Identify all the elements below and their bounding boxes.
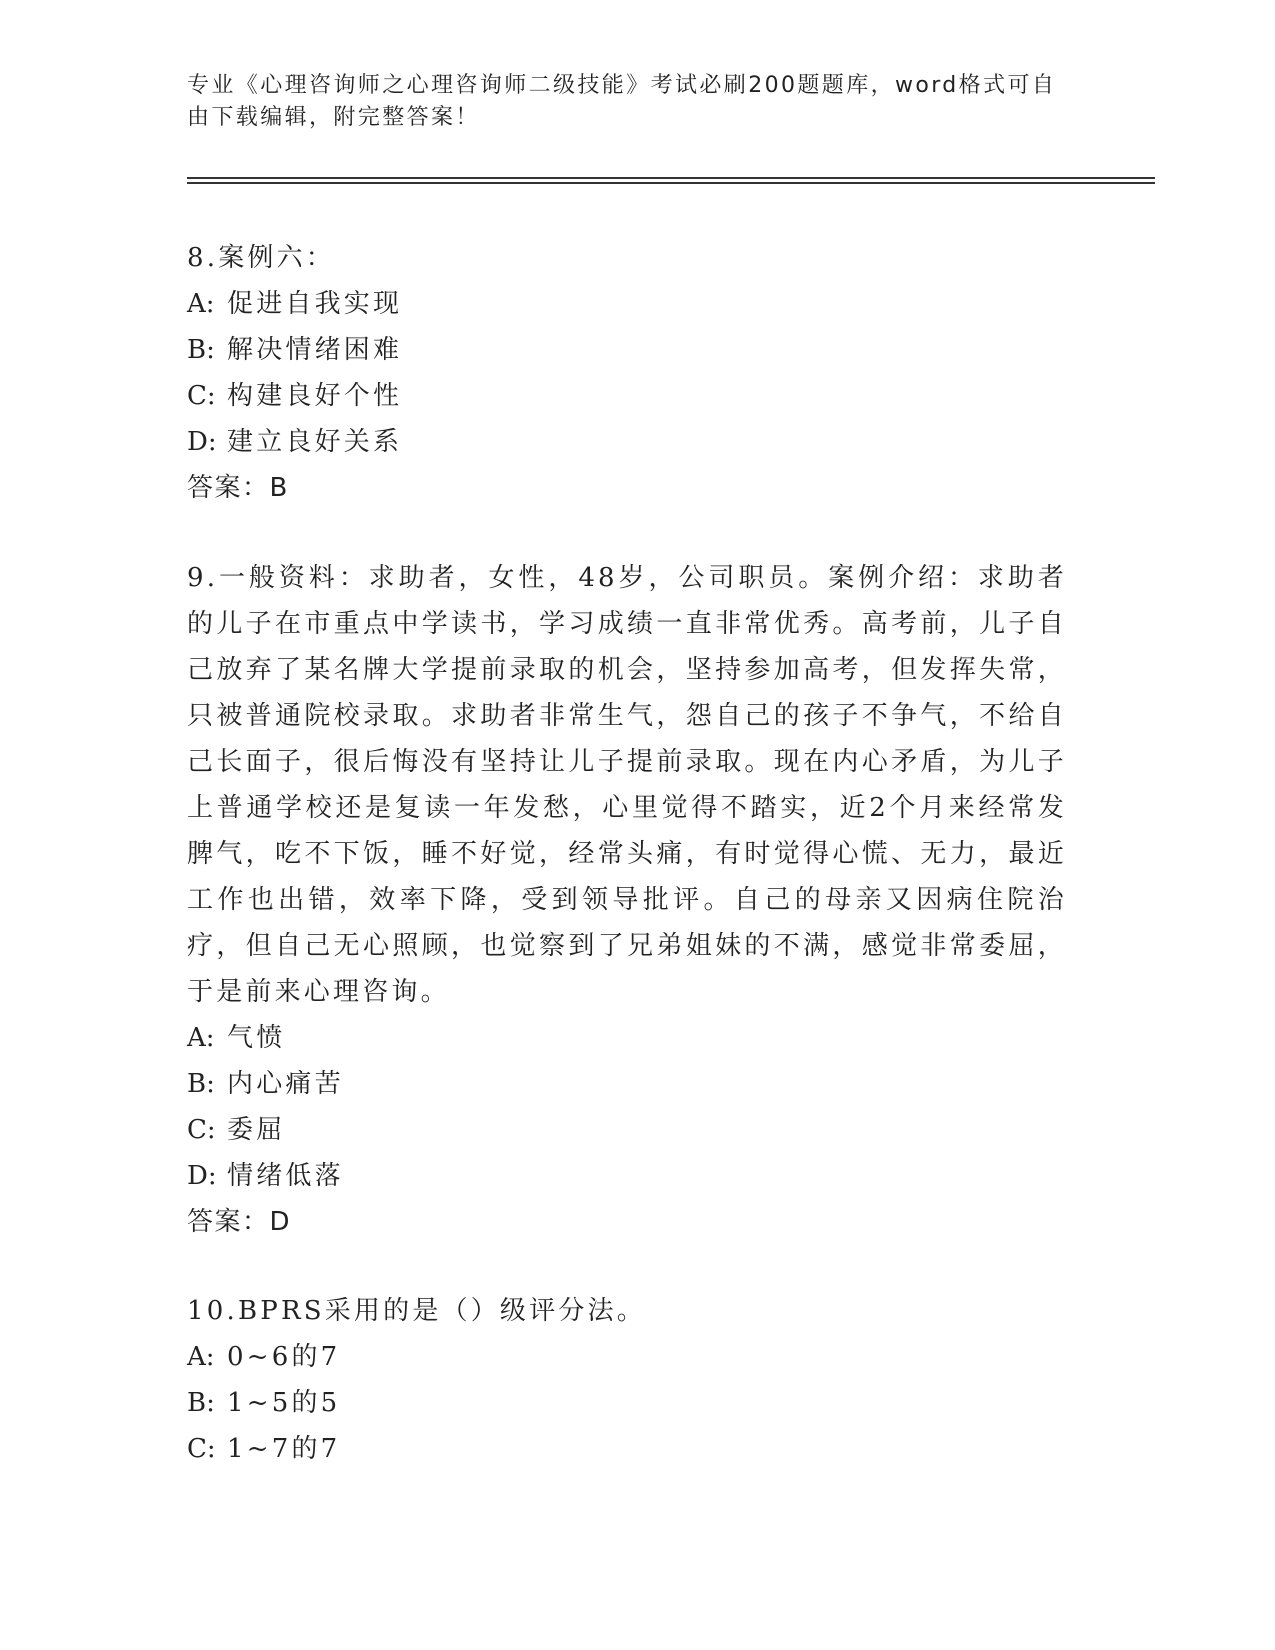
header-divider-top <box>187 177 1155 179</box>
option-letter: B: <box>187 1069 215 1099</box>
option-b <box>187 327 1067 373</box>
option-c <box>187 1426 1067 1472</box>
question-stem: 8.案例六： <box>187 243 336 273</box>
option-text: 建立良好关系 <box>227 427 403 457</box>
option-text: 促进自我实现 <box>227 289 403 319</box>
option-c <box>187 373 1067 419</box>
option-letter: D: <box>187 1161 217 1191</box>
option-letter: C: <box>187 381 216 411</box>
option-text: 内心痛苦 <box>227 1069 344 1099</box>
option-b <box>187 1061 1067 1107</box>
option-a <box>187 281 1067 327</box>
question-10 <box>187 1288 1067 1472</box>
option-text: 0~6的7 <box>227 1342 341 1372</box>
option-letter: D: <box>187 427 217 457</box>
option-letter: C: <box>187 1115 216 1145</box>
answer-line: 答案：B <box>187 473 289 503</box>
header-divider-bottom <box>187 182 1155 184</box>
option-text: 委屈 <box>227 1115 286 1145</box>
option-text: 1~7的7 <box>227 1434 341 1464</box>
option-letter: C: <box>187 1434 216 1464</box>
option-letter: B: <box>187 335 215 365</box>
option-letter: A: <box>187 1342 215 1372</box>
option-text: 情绪低落 <box>227 1161 344 1191</box>
option-b <box>187 1380 1067 1426</box>
option-a <box>187 1015 1067 1061</box>
option-d <box>187 1153 1067 1199</box>
option-text: 1~5的5 <box>227 1388 341 1418</box>
option-letter: A: <box>187 1023 215 1053</box>
option-c <box>187 1107 1067 1153</box>
question-stem: 10.BPRS采用的是（）级评分法。 <box>187 1296 646 1326</box>
option-a <box>187 1334 1067 1380</box>
option-letter: A: <box>187 289 215 319</box>
option-letter: B: <box>187 1388 215 1418</box>
question-stem: 9.一般资料：求助者，女性，48岁，公司职员。案例介绍：求助者的儿子在市重点中学读书，学习成绩一直非常优秀。高考前，儿子自己放弃了某名牌大学提前录取的机会，坚持参加高考，但发挥失常，只被普通院校录取。求助者非常生气，怨自己的孩子不争气，不给自己长面子，很后悔没有坚持让儿子提前录取。现在内心矛盾，为儿子上普通学校还是复读一年发愁，心里觉得不踏实，近2个月来经常发脾气，吃不下饭，睡不好觉，经常头痛，有时觉得心慌、无力，最近工作也出错，效率下降，受到领导批评。自己的母亲又因病住院治疗，但自己无心照顾，也觉察到了兄弟姐妹的不满，感觉非常委屈，于是前来心理咨询。 <box>187 563 1067 1007</box>
option-text: 解决情绪困难 <box>227 335 403 365</box>
option-d <box>187 419 1067 465</box>
question-9 <box>187 555 1067 1245</box>
option-text: 构建良好个性 <box>227 381 403 411</box>
answer-line: 答案：D <box>187 1207 292 1237</box>
option-text: 气愤 <box>227 1023 286 1053</box>
question-8 <box>187 235 1067 511</box>
document-header: 专业《心理咨询师之心理咨询师二级技能》考试必刷200题题库，word格式可自由下载编辑，附完整答案！ <box>187 73 1057 130</box>
